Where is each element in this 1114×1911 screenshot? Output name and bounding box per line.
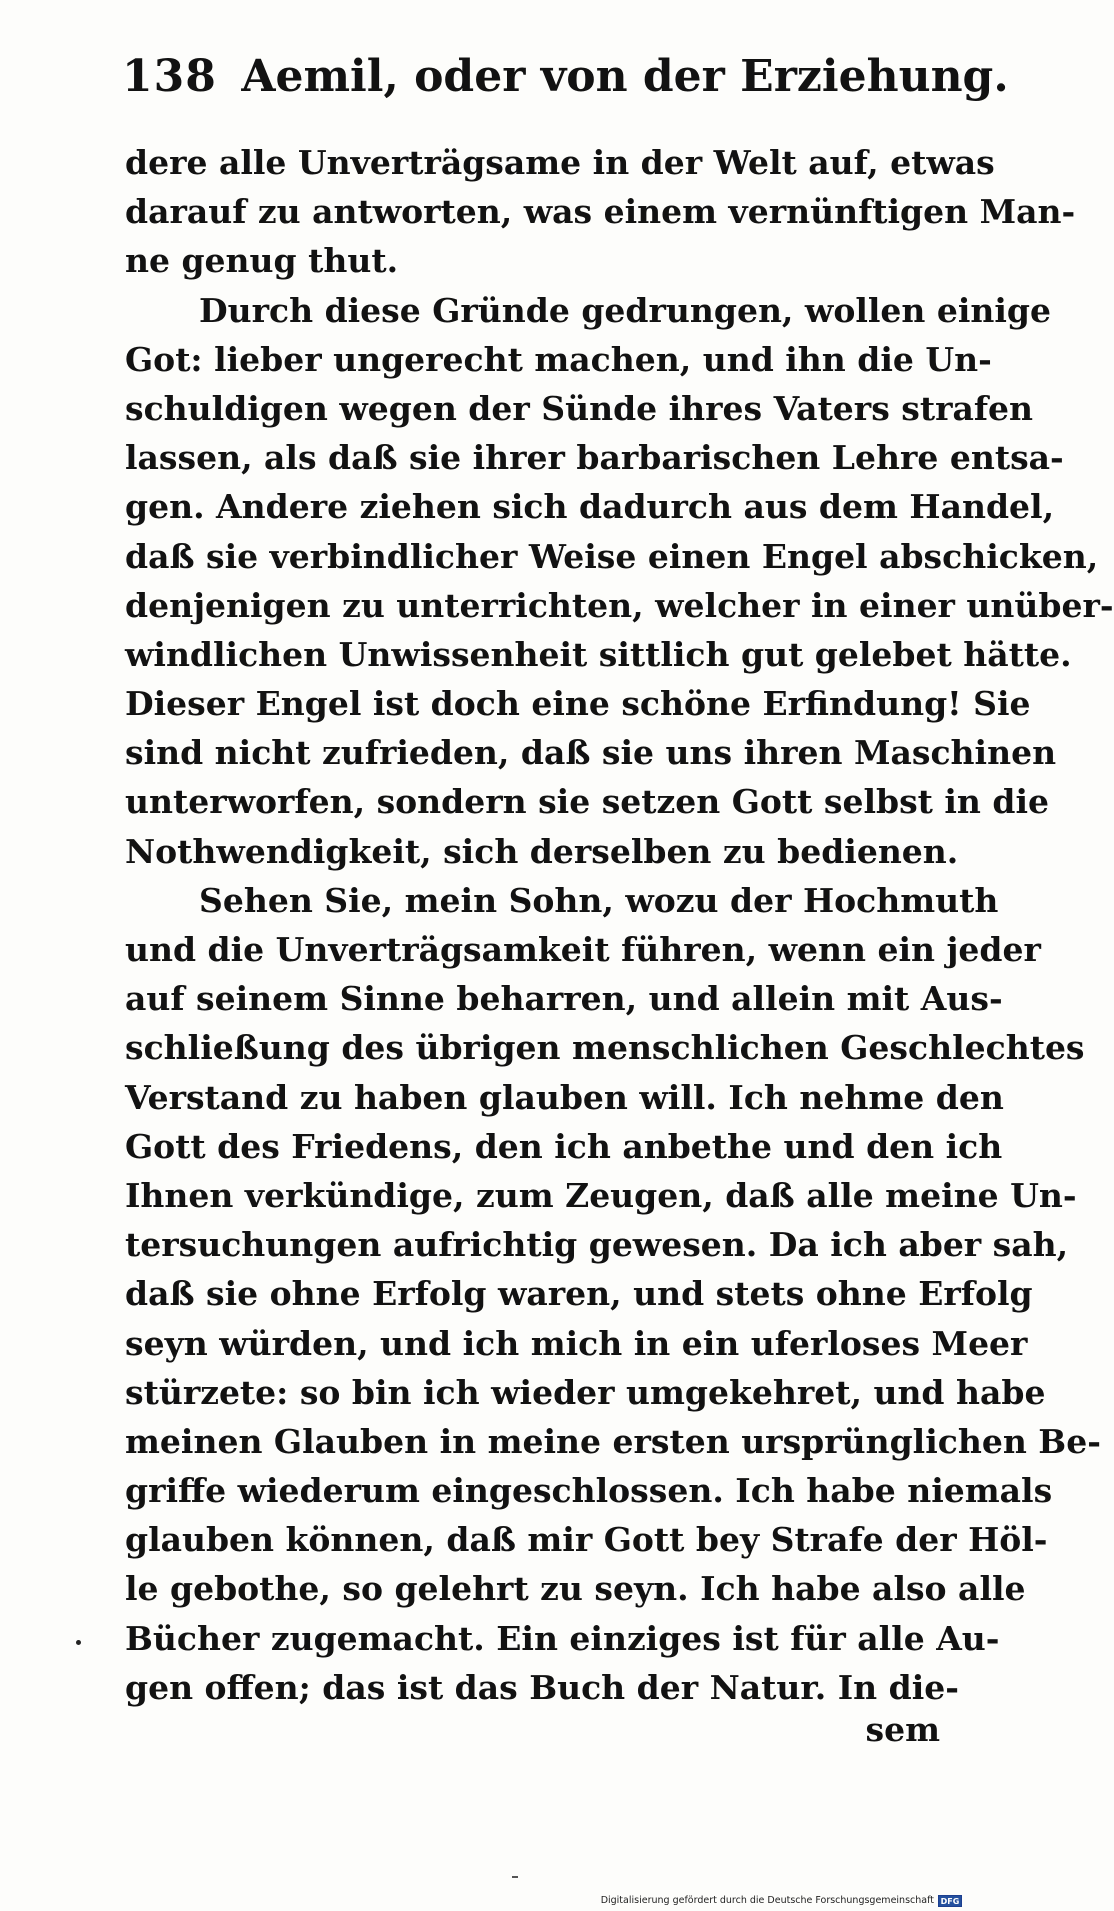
text-line: Ihnen verkündige, zum Zeugen, daß alle meine Un- [125, 1175, 1077, 1215]
text-line: glauben können, daß mir Gott bey Strafe der Höl- [125, 1520, 1048, 1560]
text-line: dere alle Unverträgsame in der Welt auf, etwas [125, 143, 995, 182]
text-line: unterworfen, sondern sie setzen Gott selbst in die [125, 782, 1050, 822]
text-line: lassen, als daß sie ihrer barbarischen Lehre entsa- [125, 438, 1064, 478]
text-line: Verstand zu haben glauben will. Ich nehme den [125, 1077, 1004, 1117]
catchword: sem [865, 1710, 940, 1749]
text-line: Sehen Sie, mein Sohn, wozu der Hochmuth [199, 880, 999, 920]
text-line: Nothwendigkeit, sich derselben zu bedienen. [125, 831, 959, 871]
margin-speck [76, 1640, 81, 1645]
text-line: ne genug thut. [125, 241, 399, 281]
text-line: Got: lieber ungerecht machen, und ihn die Un- [125, 339, 992, 379]
body-text [125, 138, 1114, 1712]
running-title: Aemil, oder von der Erziehung. [241, 51, 1009, 102]
text-line: stürzete: so bin ich wieder umgekehret, und habe [125, 1372, 1046, 1412]
text-line: gen. Andere ziehen sich dadurch aus dem Handel, [125, 487, 1055, 527]
text-line: auf seinem Sinne beharren, und allein mit Aus- [125, 979, 1003, 1019]
page-header [122, 44, 1009, 110]
digitization-credit [601, 1894, 962, 1908]
text-line: meinen Glauben in meine ersten ursprünglichen Be- [125, 1421, 1101, 1461]
text-line: Durch diese Gründe gedrungen, wollen einige [199, 290, 1052, 330]
text-line: und die Unverträgsamkeit führen, wenn ein jeder [125, 930, 1041, 969]
text-line: denjenigen zu unterrichten, welcher in einer unüber- [125, 585, 1114, 625]
text-line: schuldigen wegen der Sünde ihres Vaters strafen [125, 388, 1034, 428]
text-line: Bücher zugemacht. Ein einziges ist für alle Au- [125, 1618, 1000, 1658]
text-line: griffe wiederum eingeschlossen. Ich habe niemals [125, 1471, 1053, 1511]
page-number: 138 [122, 51, 217, 102]
text-line: daß sie ohne Erfolg waren, und stets ohne Erfolg [125, 1274, 1033, 1314]
text-line: seyn würden, und ich mich in ein uferloses Meer [125, 1323, 1028, 1363]
footer-credit-text: Digitalisierung gefördert durch die Deutsche Forschungsgemeinschaft [600, 1895, 934, 1906]
text-line: windlichen Unwissenheit sittlich gut gelebet hätte. [125, 634, 1072, 674]
text-line: Gott des Friedens, den ich anbethe und den ich [125, 1126, 1003, 1166]
text-line: daß sie verbindlicher Weise einen Engel abschicken, [125, 536, 1099, 576]
text-line: sind nicht zufrieden, daß sie uns ihren Maschinen [125, 733, 1057, 773]
text-line: darauf zu antworten, was einem vernünftigen Man- [125, 192, 1076, 232]
text-line: tersuchungen aufrichtig gewesen. Da ich aber sah, [125, 1225, 1069, 1265]
text-line: le gebothe, so gelehrt zu seyn. Ich habe also alle [125, 1569, 1026, 1609]
text-line: Dieser Engel ist doch eine schöne Erfindung! Sie [125, 684, 1031, 724]
dfg-logo: DFG [938, 1895, 962, 1907]
text-line: gen offen; das ist das Buch der Natur. In die- [125, 1667, 959, 1707]
page-speck [512, 1876, 518, 1878]
text-line: schließung des übrigen menschlichen Geschlechtes [125, 1028, 1085, 1068]
